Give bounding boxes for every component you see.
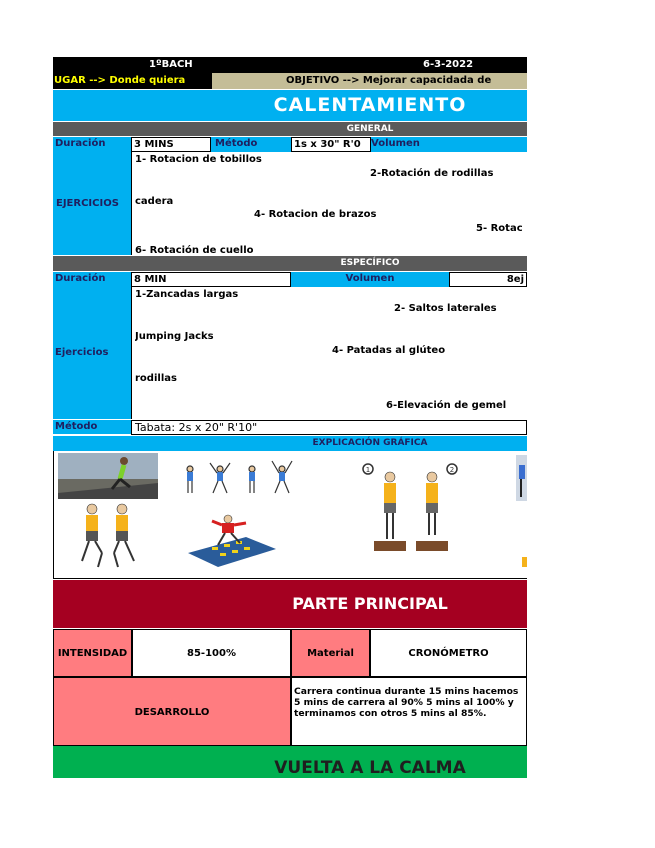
especifico-duracion-label: Duración [53, 272, 131, 287]
general-ejercicios-label: EJERCICIOS [53, 152, 131, 255]
especifico-metodo-label: Método [53, 420, 131, 434]
general-line-2: 2-Rotación de rodillas [370, 168, 494, 179]
especifico-line-2: 2- Saltos laterales [394, 303, 497, 314]
especifico-line-6: 6-Elevación de gemel [386, 400, 507, 411]
parte-principal-title: PARTE PRINCIPAL [53, 580, 527, 628]
svg-text:2: 2 [449, 466, 455, 474]
general-duracion-value: 3 MINS [131, 137, 211, 152]
general-title: GENERAL [53, 122, 527, 136]
partial-figure-image [516, 455, 527, 501]
runner-photo-image [58, 453, 158, 499]
general-line-1: 1- Rotacion de tobillos [135, 154, 262, 165]
general-volumen-label: Volumen [371, 137, 527, 152]
lateral-jumps-image [184, 513, 280, 567]
material-label: Material [291, 629, 370, 677]
especifico-volumen-value: 8ej [449, 272, 527, 287]
desarrollo-text: Carrera continua durante 15 mins hacemos 5 mins de carrera al 90% 5 mins al 100% y terminamos con otros 5 mins al 85%. [291, 677, 527, 746]
especifico-line-4: 4- Patadas al glúteo [332, 345, 446, 356]
explicacion-title: EXPLICACIÓN GRÁFICA [53, 436, 527, 451]
general-duracion-label: Duración [53, 137, 131, 152]
general-ejercicios-box [131, 152, 527, 255]
partial-figure-small-image [520, 555, 527, 569]
illustrations-panel [53, 451, 527, 579]
especifico-title: ESPECÍFICO [53, 256, 527, 271]
calf-raises-image [360, 463, 464, 559]
objetivo-cell: OBJETIVO --> Mejorar capacidada de [212, 73, 527, 89]
especifico-ejercicios-box [131, 287, 527, 419]
lunge-figures-image [76, 501, 142, 573]
general-metodo-value: 1s x 30" R'0 [291, 137, 371, 152]
vuelta-title: VUELTA A LA CALMA [53, 746, 527, 778]
course-label: 1ºBACH [149, 59, 193, 70]
especifico-line-1: 1-Zancadas largas [135, 289, 239, 300]
especifico-ejercicios-label: Ejercicios [53, 287, 131, 419]
svg-text:1: 1 [365, 466, 371, 474]
especifico-metodo-value: Tabata: 2s x 20" R'10" [131, 420, 527, 435]
jumping-jacks-image [176, 453, 300, 499]
header-row [53, 57, 527, 73]
calentamiento-title: CALENTAMIENTO [53, 90, 527, 121]
general-line-6: 6- Rotación de cuello [135, 245, 254, 255]
intensidad-value: 85-100% [132, 629, 291, 677]
especifico-volumen-label: Volumen [291, 272, 449, 287]
especifico-line-5: rodillas [135, 373, 177, 384]
intensidad-label: INTENSIDAD [53, 629, 132, 677]
desarrollo-label: DESARROLLO [53, 677, 291, 746]
especifico-line-3: Jumping Jacks [135, 331, 214, 342]
general-line-5: 5- Rotac [476, 223, 523, 234]
date-label: 6-3-2022 [423, 59, 474, 70]
general-metodo-label: Método [211, 137, 291, 152]
general-line-4: 4- Rotacion de brazos [254, 209, 377, 220]
general-line-3: cadera [135, 196, 174, 207]
lugar-cell: UGAR --> Donde quiera [53, 73, 212, 89]
especifico-duracion-value: 8 MIN [131, 272, 291, 287]
material-value: CRONÓMETRO [370, 629, 527, 677]
